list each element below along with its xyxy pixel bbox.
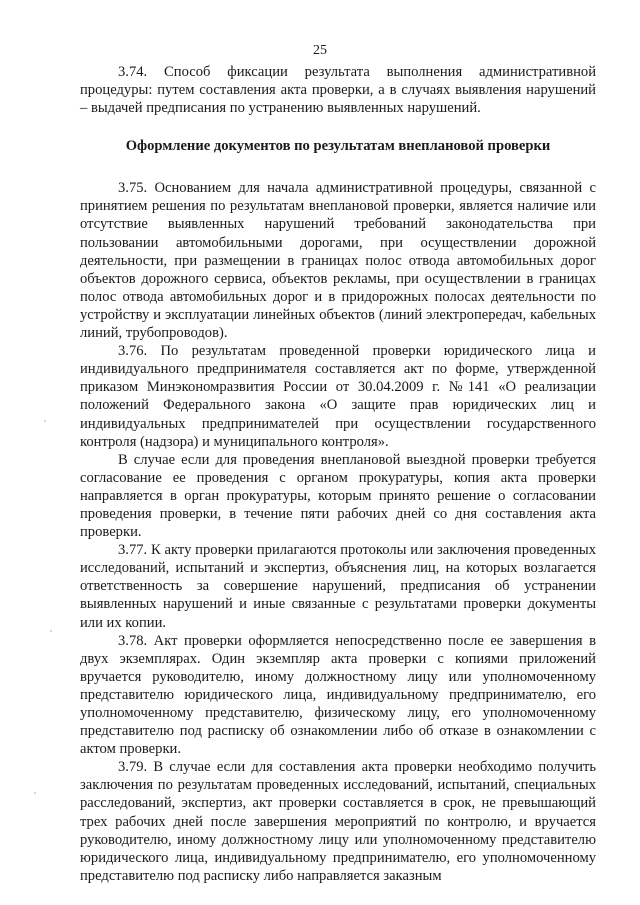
paragraph-3-76-continued: В случае если для проведения внеплановой выездной проверки требуется согласование ее проведения с органом прокуратуры, копия акта проверки направляется в орган прокуратуры, которым принято решение о согласовании проведения проверки, в течение пяти рабочих дней со дня составления акта проверки. xyxy=(80,451,596,541)
section-heading: Оформление документов по результатам внеплановой проверки xyxy=(125,138,551,155)
paragraph-3-77: 3.77. К акту проверки прилагаются протоколы или заключения проведенных исследований, испытаний и экспертиз, объяснения лиц, на которых возлагается ответственность за совершение нарушений, предписания об устранении выявленных нарушений и иные связанные с результатами проверки документы или их копии. xyxy=(80,542,596,631)
document-body xyxy=(80,63,596,885)
paragraph-3-76: 3.76. По результатам проведенной проверки юридического лица и индивидуального предпринимателя составляется акт по форме, утвержденной приказом Минэкономразвития России от 30.04.2009 г. №141 «О реализации положений Федерального закона «О защите прав юридических лиц и индивидуальных предпринимателей при осуществлении государственного контроля (надзора) и муниципального контроля». xyxy=(80,343,596,450)
paragraph-3-74: 3.74. Способ фиксации результата выполнения административной процедуры: путем составления акта проверки, а в случаях выявления нарушений – выдачей предписания по устранению выявленных нарушений. xyxy=(80,64,596,117)
margin-speck xyxy=(50,630,52,632)
margin-speck xyxy=(34,792,36,794)
paragraph-3-79: 3.79. В случае если для составления акта проверки необходимо получить заключения по результатам проведенных исследований, испытаний, специальных расследований, экспертиз, акт проверки составляется в срок, не превышающий трех рабочих дней после завершения мероприятий по контролю, и вручается руководителю, иному должностному лицу или уполномоченному представителю юридического лица, индивидуальному предпринимателю, его уполномоченному представителю под расписку либо направляется заказным xyxy=(80,759,596,884)
margin-speck xyxy=(44,420,46,422)
page-number: 25 xyxy=(313,43,327,58)
paragraph-3-75: 3.75. Основанием для начала административной процедуры, связанной с принятием решения по результатам внеплановой проверки, является наличие или отсутствие выявленных нарушений требований законодательства при пользовании автомобильными дорогами, при осуществлении дорожной деятельности, при размещении в границах полос отвода автомобильных дорог объектов дорожного сервиса, объектов рекламы, при осуществлении в границах полос отвода автомобильных дорог и в придорожных полосах деятельности по устройству и эксплуатации линейных объектов (линий электропередач, кабельных линий, трубопроводов). xyxy=(80,180,596,342)
paragraph-3-78: 3.78. Акт проверки оформляется непосредственно после ее завершения в двух экземплярах. Один экземпляр акта проверки с копиями приложений вручается руководителю, иному должностному лицу или уполномоченному представителю юридического лица, индивидуальному предпринимателю, его уполномоченному представителю, физическому лицу, его уполномоченному представителю под расписку об ознакомлении либо об отказе в ознакомлении с актом проверки. xyxy=(80,632,596,758)
